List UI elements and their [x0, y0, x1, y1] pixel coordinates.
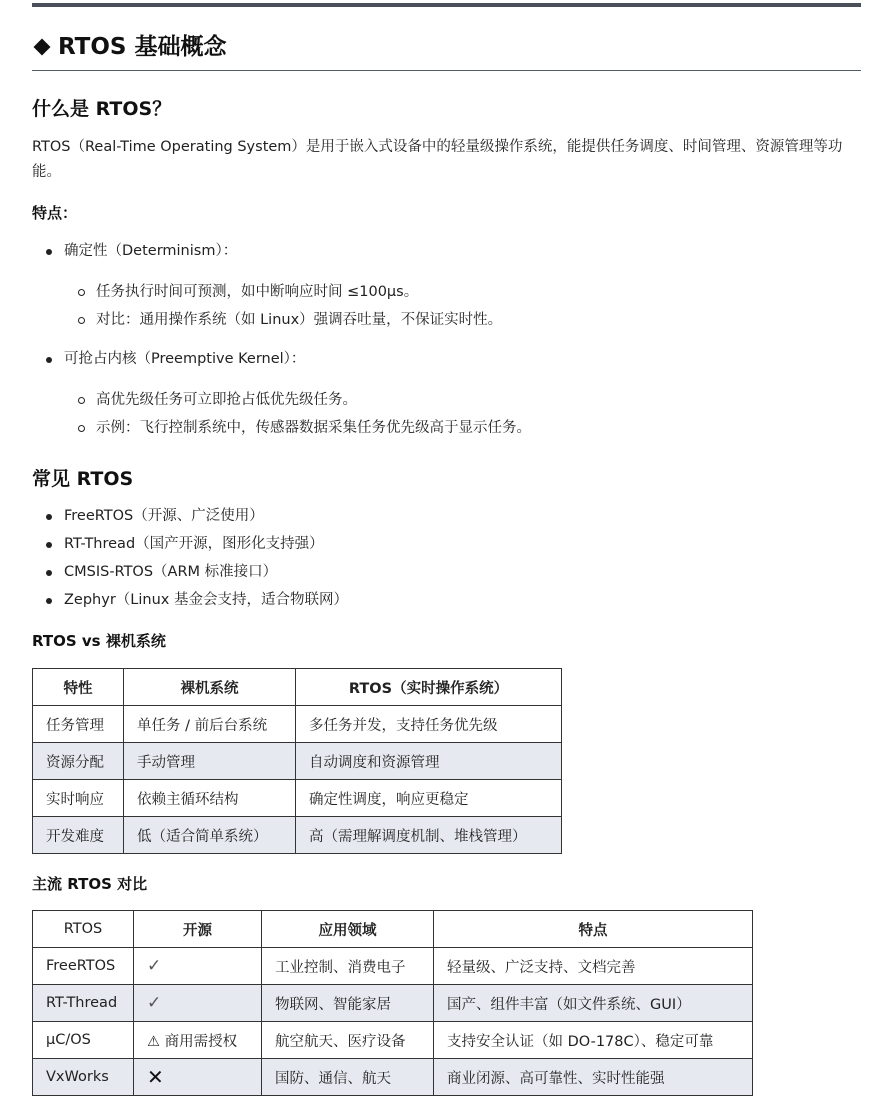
table-row — [33, 743, 562, 780]
table-header-cell: RTOS — [33, 911, 134, 948]
intro-paragraph: RTOS（Real-Time Operating System）是用于嵌入式设备中的轻量级操作系统，能提供任务调度、时间管理、资源管理等功能。 — [32, 139, 843, 180]
table-row — [33, 706, 562, 743]
table-cell: 高（需理解调度机制、堆栈管理） — [296, 817, 562, 854]
table-cell: 任务管理 — [33, 706, 124, 743]
common-rtos-list — [32, 502, 348, 614]
table-row — [33, 1059, 753, 1096]
mainstream-table — [32, 910, 753, 1096]
feature-sublist-2 — [32, 386, 531, 442]
cross-icon: ✕ — [134, 1059, 262, 1096]
table-cell: 资源分配 — [33, 743, 124, 780]
table-header-cell: 裸机系统 — [124, 669, 296, 706]
table-header-cell: 开源 — [134, 911, 262, 948]
table-cell: 多任务并发，支持任务优先级 — [296, 706, 562, 743]
table-cell: 轻量级、广泛支持、文档完善 — [434, 948, 753, 985]
table-cell: 开发难度 — [33, 817, 124, 854]
table-cell: 国防、通信、航天 — [262, 1059, 434, 1096]
page-title — [32, 24, 861, 71]
table-row — [33, 780, 562, 817]
table-cell: 依赖主循环结构 — [124, 780, 296, 817]
table-cell: FreeRTOS — [33, 948, 134, 985]
table-cell: 航空航天、医疗设备 — [262, 1022, 434, 1059]
table-cell: 工业控制、消费电子 — [262, 948, 434, 985]
diamond-icon — [34, 38, 51, 55]
list-item: 确定性（Determinism）： — [32, 237, 237, 265]
table-cell: μC/OS — [33, 1022, 134, 1059]
list-item: 可抢占内核（Preemptive Kernel）： — [32, 345, 305, 373]
table-row — [33, 985, 753, 1022]
table-header-cell: 应用领域 — [262, 911, 434, 948]
list-item: 示例：飞行控制系统中，传感器数据采集任务优先级高于显示任务。 — [32, 414, 531, 442]
table-cell: 国产、组件丰富（如文件系统、GUI） — [434, 985, 753, 1022]
list-item: CMSIS-RTOS（ARM 标准接口） — [32, 558, 348, 586]
warning-license-cell: ⚠ 商用需授权 — [134, 1022, 262, 1059]
page-title-text: RTOS 基础概念 — [58, 34, 227, 60]
list-item: FreeRTOS（开源、广泛使用） — [32, 502, 348, 530]
table-cell: 支持安全认证（如 DO-178C）、稳定可靠 — [434, 1022, 753, 1059]
table-cell: VxWorks — [33, 1059, 134, 1096]
table-cell: 自动调度和资源管理 — [296, 743, 562, 780]
table-row — [33, 1022, 753, 1059]
table-cell: 确定性调度，响应更稳定 — [296, 780, 562, 817]
table-cell: 手动管理 — [124, 743, 296, 780]
table-cell: 单任务 / 前后台系统 — [124, 706, 296, 743]
list-item: RT-Thread（国产开源，图形化支持强） — [32, 530, 348, 558]
list-item: 对比：通用操作系统（如 Linux）强调吞吐量，不保证实时性。 — [32, 306, 502, 334]
table-header-cell: 特性 — [33, 669, 124, 706]
table-row — [33, 948, 753, 985]
list-item: Zephyr（Linux 基金会支持，适合物联网） — [32, 586, 348, 614]
table-row — [33, 817, 562, 854]
check-icon: ✓ — [134, 985, 262, 1022]
table-cell: 商业闭源、高可靠性、实时性能强 — [434, 1059, 753, 1096]
features-label: 特点： — [32, 204, 78, 222]
feature-sublist-1 — [32, 278, 502, 334]
table-cell: 低（适合简单系统） — [124, 817, 296, 854]
compare-table-title: RTOS vs 裸机系统 — [32, 632, 166, 650]
table-header-row — [33, 669, 562, 706]
section-heading-common-rtos: 常见 RTOS — [32, 468, 134, 490]
mainstream-table-title: 主流 RTOS 对比 — [32, 875, 148, 893]
list-item: 任务执行时间可预测，如中断响应时间 ≤100μs。 — [32, 278, 502, 306]
table-header-row — [33, 911, 753, 948]
table-header-cell: RTOS（实时操作系统） — [296, 669, 562, 706]
compare-table — [32, 668, 562, 854]
table-cell: 实时响应 — [33, 780, 124, 817]
feature-list-2 — [32, 345, 305, 373]
check-icon: ✓ — [134, 948, 262, 985]
table-cell: RT-Thread — [33, 985, 134, 1022]
feature-list-1 — [32, 237, 237, 265]
table-cell: 物联网、智能家居 — [262, 985, 434, 1022]
top-rule — [32, 3, 861, 7]
table-header-cell: 特点 — [434, 911, 753, 948]
section-heading-what-is: 什么是 RTOS？ — [32, 98, 172, 120]
list-item: 高优先级任务可立即抢占低优先级任务。 — [32, 386, 531, 414]
